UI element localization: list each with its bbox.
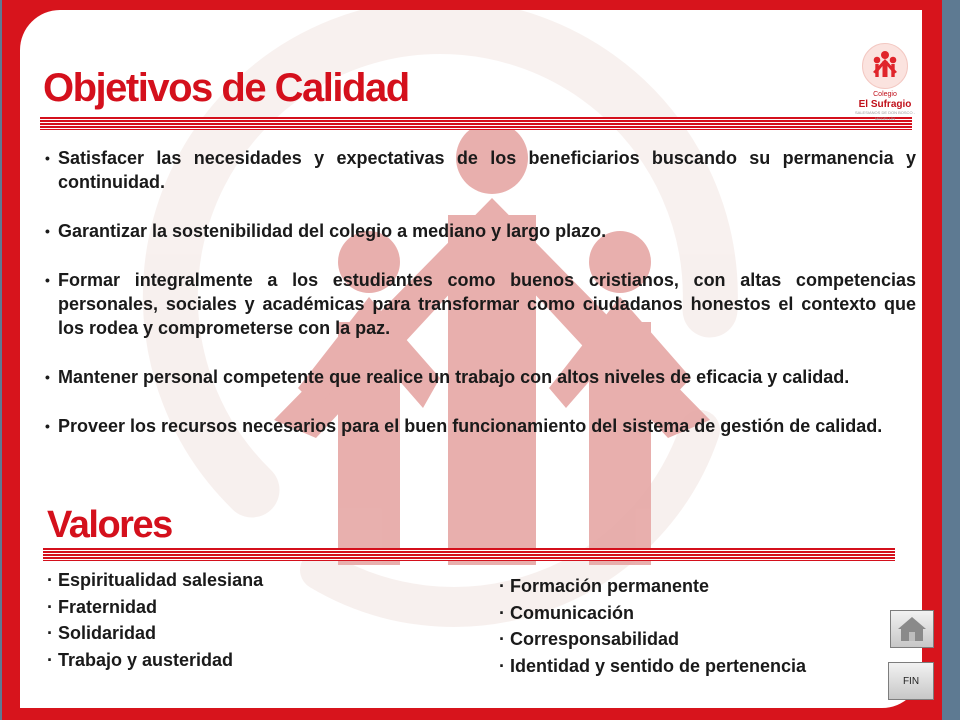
slide-frame [2, 0, 942, 720]
value-item: · Corresponsabilidad [499, 629, 680, 649]
objective-item [42, 268, 916, 340]
bullet-icon: • [45, 369, 50, 385]
end-button[interactable]: FIN [888, 662, 934, 700]
home-icon [895, 614, 929, 644]
value-item: · Solidaridad [47, 623, 157, 643]
objective-text: Proveer los recursos necesarios para el buen funcionamiento del sistema de gestión de calidad. [58, 416, 883, 436]
values-list-right [499, 573, 806, 679]
page-title: Objetivos de Calidad [43, 66, 409, 110]
values-title: Valores [47, 504, 172, 546]
title-divider [40, 117, 912, 130]
logo-line-1: Colegio [873, 91, 897, 98]
bullet-icon: • [45, 150, 50, 166]
value-item: · Trabajo y austeridad [47, 649, 234, 670]
values-divider [43, 548, 895, 561]
value-item: · Formación permanente [499, 576, 710, 596]
objective-text: Garantizar la sostenibilidad del colegio a mediano y largo plazo. [58, 221, 607, 241]
logo-emblem-icon [862, 43, 908, 89]
school-logo [845, 43, 922, 121]
home-button[interactable] [890, 610, 934, 648]
value-item: · Espiritualidad salesiana [47, 570, 264, 590]
value-item: · Fraternidad [47, 596, 158, 617]
logo-line-2: El Sufragio [858, 99, 912, 110]
slide-content [20, 10, 922, 708]
objective-text: Formar integralmente a los estudiantes como buenos cristianos, con altas competencias personales, sociales y académicas para transformar como ciudadanos honestos el contexto que los rodea y comprometerse con la paz. [58, 270, 916, 338]
objectives-list [42, 146, 916, 463]
objective-item [42, 219, 916, 243]
objective-text: Mantener personal competente que realice un trabajo con altos niveles de eficacia y calidad. [58, 367, 850, 387]
bullet-icon: • [45, 223, 50, 239]
logo-line-3: SALESIANOS DE DON BOSCO - MEDELLÍN [854, 110, 915, 121]
value-item: · Identidad y sentido de pertenencia [499, 655, 807, 676]
bullet-icon: • [45, 418, 50, 434]
objective-text: Satisfacer las necesidades y expectativas de los beneficiarios buscando su permanencia y continuidad. [58, 148, 916, 192]
values-list-left [47, 567, 263, 673]
value-item: · Comunicación [499, 602, 635, 623]
objective-item [42, 365, 916, 389]
objective-item [42, 414, 916, 438]
bullet-icon: • [45, 272, 50, 288]
objective-item [42, 146, 916, 194]
